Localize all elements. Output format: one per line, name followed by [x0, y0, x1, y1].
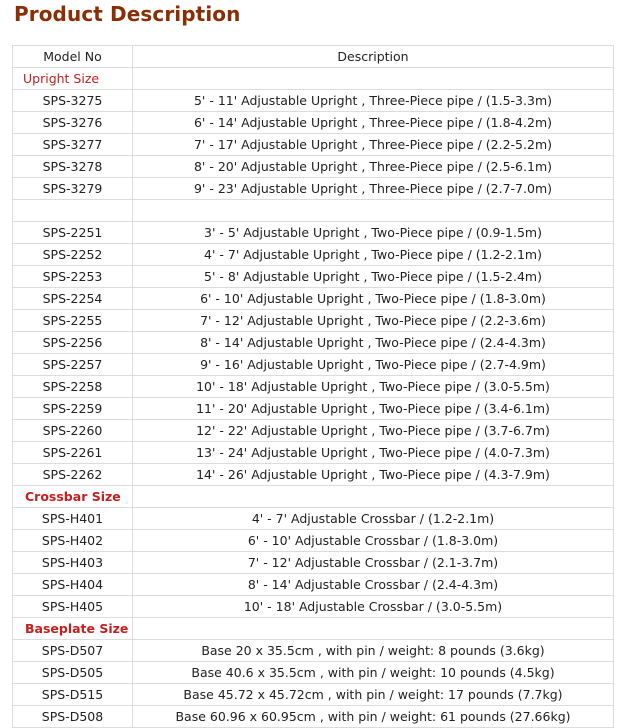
table-row — [13, 288, 614, 310]
model-cell: SPS-2262 — [13, 464, 133, 486]
model-cell: SPS-3279 — [13, 178, 133, 200]
description-cell: 9' - 16' Adjustable Upright , Two-Piece pipe / (2.7-4.9m) — [133, 354, 614, 376]
description-cell — [133, 200, 614, 222]
model-cell: SPS-2251 — [13, 222, 133, 244]
description-cell: Base 45.72 x 45.72cm , with pin / weight: 17 pounds (7.7kg) — [133, 684, 614, 706]
model-cell: SPS-3277 — [13, 134, 133, 156]
table-row — [13, 310, 614, 332]
section-row — [13, 68, 614, 90]
table-row — [13, 464, 614, 486]
model-cell: SPS-2260 — [13, 420, 133, 442]
description-cell: 8' - 14' Adjustable Upright , Two-Piece pipe / (2.4-4.3m) — [133, 332, 614, 354]
description-cell: 6' - 10' Adjustable Upright , Two-Piece pipe / (1.8-3.0m) — [133, 288, 614, 310]
model-cell — [13, 200, 133, 222]
description-cell: 10' - 18' Adjustable Crossbar / (3.0-5.5m) — [133, 596, 614, 618]
model-cell: SPS-H402 — [13, 530, 133, 552]
table-row — [13, 112, 614, 134]
description-cell: 12' - 22' Adjustable Upright , Two-Piece pipe / (3.7-6.7m) — [133, 420, 614, 442]
description-cell: 5' - 8' Adjustable Upright , Two-Piece pipe / (1.5-2.4m) — [133, 266, 614, 288]
table-row — [13, 640, 614, 662]
model-cell: SPS-3275 — [13, 90, 133, 112]
table-row — [13, 530, 614, 552]
table-row — [13, 222, 614, 244]
product-table-body — [13, 46, 614, 728]
section-row — [13, 486, 614, 508]
table-row — [13, 244, 614, 266]
model-cell: SPS-2253 — [13, 266, 133, 288]
table-row — [13, 266, 614, 288]
description-cell: 3' - 5' Adjustable Upright , Two-Piece pipe / (0.9-1.5m) — [133, 222, 614, 244]
table-row — [13, 442, 614, 464]
model-cell: SPS-2258 — [13, 376, 133, 398]
table-row — [13, 508, 614, 530]
section-spacer — [133, 486, 614, 508]
model-cell: SPS-D515 — [13, 684, 133, 706]
description-cell: 6' - 10' Adjustable Crossbar / (1.8-3.0m) — [133, 530, 614, 552]
column-header-description: Description — [133, 46, 614, 68]
table-row — [13, 376, 614, 398]
model-cell: SPS-H403 — [13, 552, 133, 574]
description-cell: 7' - 12' Adjustable Crossbar / (2.1-3.7m) — [133, 552, 614, 574]
model-cell: SPS-D508 — [13, 706, 133, 728]
description-cell: 4' - 7' Adjustable Upright , Two-Piece pipe / (1.2-2.1m) — [133, 244, 614, 266]
model-cell: SPS-2255 — [13, 310, 133, 332]
description-cell: 13' - 24' Adjustable Upright , Two-Piece pipe / (4.0-7.3m) — [133, 442, 614, 464]
model-cell: SPS-2259 — [13, 398, 133, 420]
description-cell: 7' - 17' Adjustable Upright , Three-Piece pipe / (2.2-5.2m) — [133, 134, 614, 156]
model-cell: SPS-2261 — [13, 442, 133, 464]
description-cell: 11' - 20' Adjustable Upright , Two-Piece pipe / (3.4-6.1m) — [133, 398, 614, 420]
section-label: Crossbar Size — [13, 486, 133, 508]
section-row — [13, 618, 614, 640]
table-header-row — [13, 46, 614, 68]
table-row — [13, 596, 614, 618]
section-spacer — [133, 618, 614, 640]
section-label: Baseplate Size — [13, 618, 133, 640]
model-cell: SPS-H404 — [13, 574, 133, 596]
table-row — [13, 354, 614, 376]
column-header-model: Model No — [13, 46, 133, 68]
description-cell: 8' - 14' Adjustable Crossbar / (2.4-4.3m) — [133, 574, 614, 596]
table-row — [13, 684, 614, 706]
table-row — [13, 552, 614, 574]
product-table — [12, 45, 614, 728]
model-cell: SPS-2254 — [13, 288, 133, 310]
description-cell: 4' - 7' Adjustable Crossbar / (1.2-2.1m) — [133, 508, 614, 530]
table-row — [13, 420, 614, 442]
section-label: Upright Size — [13, 68, 133, 90]
description-cell: 7' - 12' Adjustable Upright , Two-Piece pipe / (2.2-3.6m) — [133, 310, 614, 332]
model-cell: SPS-2256 — [13, 332, 133, 354]
description-cell: 10' - 18' Adjustable Upright , Two-Piece pipe / (3.0-5.5m) — [133, 376, 614, 398]
table-row — [13, 200, 614, 222]
description-cell: 9' - 23' Adjustable Upright , Three-Piece pipe / (2.7-7.0m) — [133, 178, 614, 200]
table-row — [13, 662, 614, 684]
model-cell: SPS-D507 — [13, 640, 133, 662]
model-cell: SPS-D505 — [13, 662, 133, 684]
model-cell: SPS-3276 — [13, 112, 133, 134]
description-cell: Base 40.6 x 35.5cm , with pin / weight: 10 pounds (4.5kg) — [133, 662, 614, 684]
table-row — [13, 706, 614, 728]
table-row — [13, 398, 614, 420]
table-row — [13, 332, 614, 354]
table-row — [13, 178, 614, 200]
model-cell: SPS-2252 — [13, 244, 133, 266]
description-cell: 8' - 20' Adjustable Upright , Three-Piece pipe / (2.5-6.1m) — [133, 156, 614, 178]
description-cell: 6' - 14' Adjustable Upright , Three-Piece pipe / (1.8-4.2m) — [133, 112, 614, 134]
section-spacer — [133, 68, 614, 90]
table-row — [13, 574, 614, 596]
description-cell: Base 20 x 35.5cm , with pin / weight: 8 pounds (3.6kg) — [133, 640, 614, 662]
description-cell: 5' - 11' Adjustable Upright , Three-Piece pipe / (1.5-3.3m) — [133, 90, 614, 112]
description-cell: 14' - 26' Adjustable Upright , Two-Piece pipe / (4.3-7.9m) — [133, 464, 614, 486]
table-row — [13, 90, 614, 112]
model-cell: SPS-H401 — [13, 508, 133, 530]
table-row — [13, 156, 614, 178]
model-cell: SPS-3278 — [13, 156, 133, 178]
model-cell: SPS-2257 — [13, 354, 133, 376]
model-cell: SPS-H405 — [13, 596, 133, 618]
description-cell: Base 60.96 x 60.95cm , with pin / weight: 61 pounds (27.66kg) — [133, 706, 614, 728]
table-row — [13, 134, 614, 156]
page-title: Product Description — [14, 2, 241, 26]
